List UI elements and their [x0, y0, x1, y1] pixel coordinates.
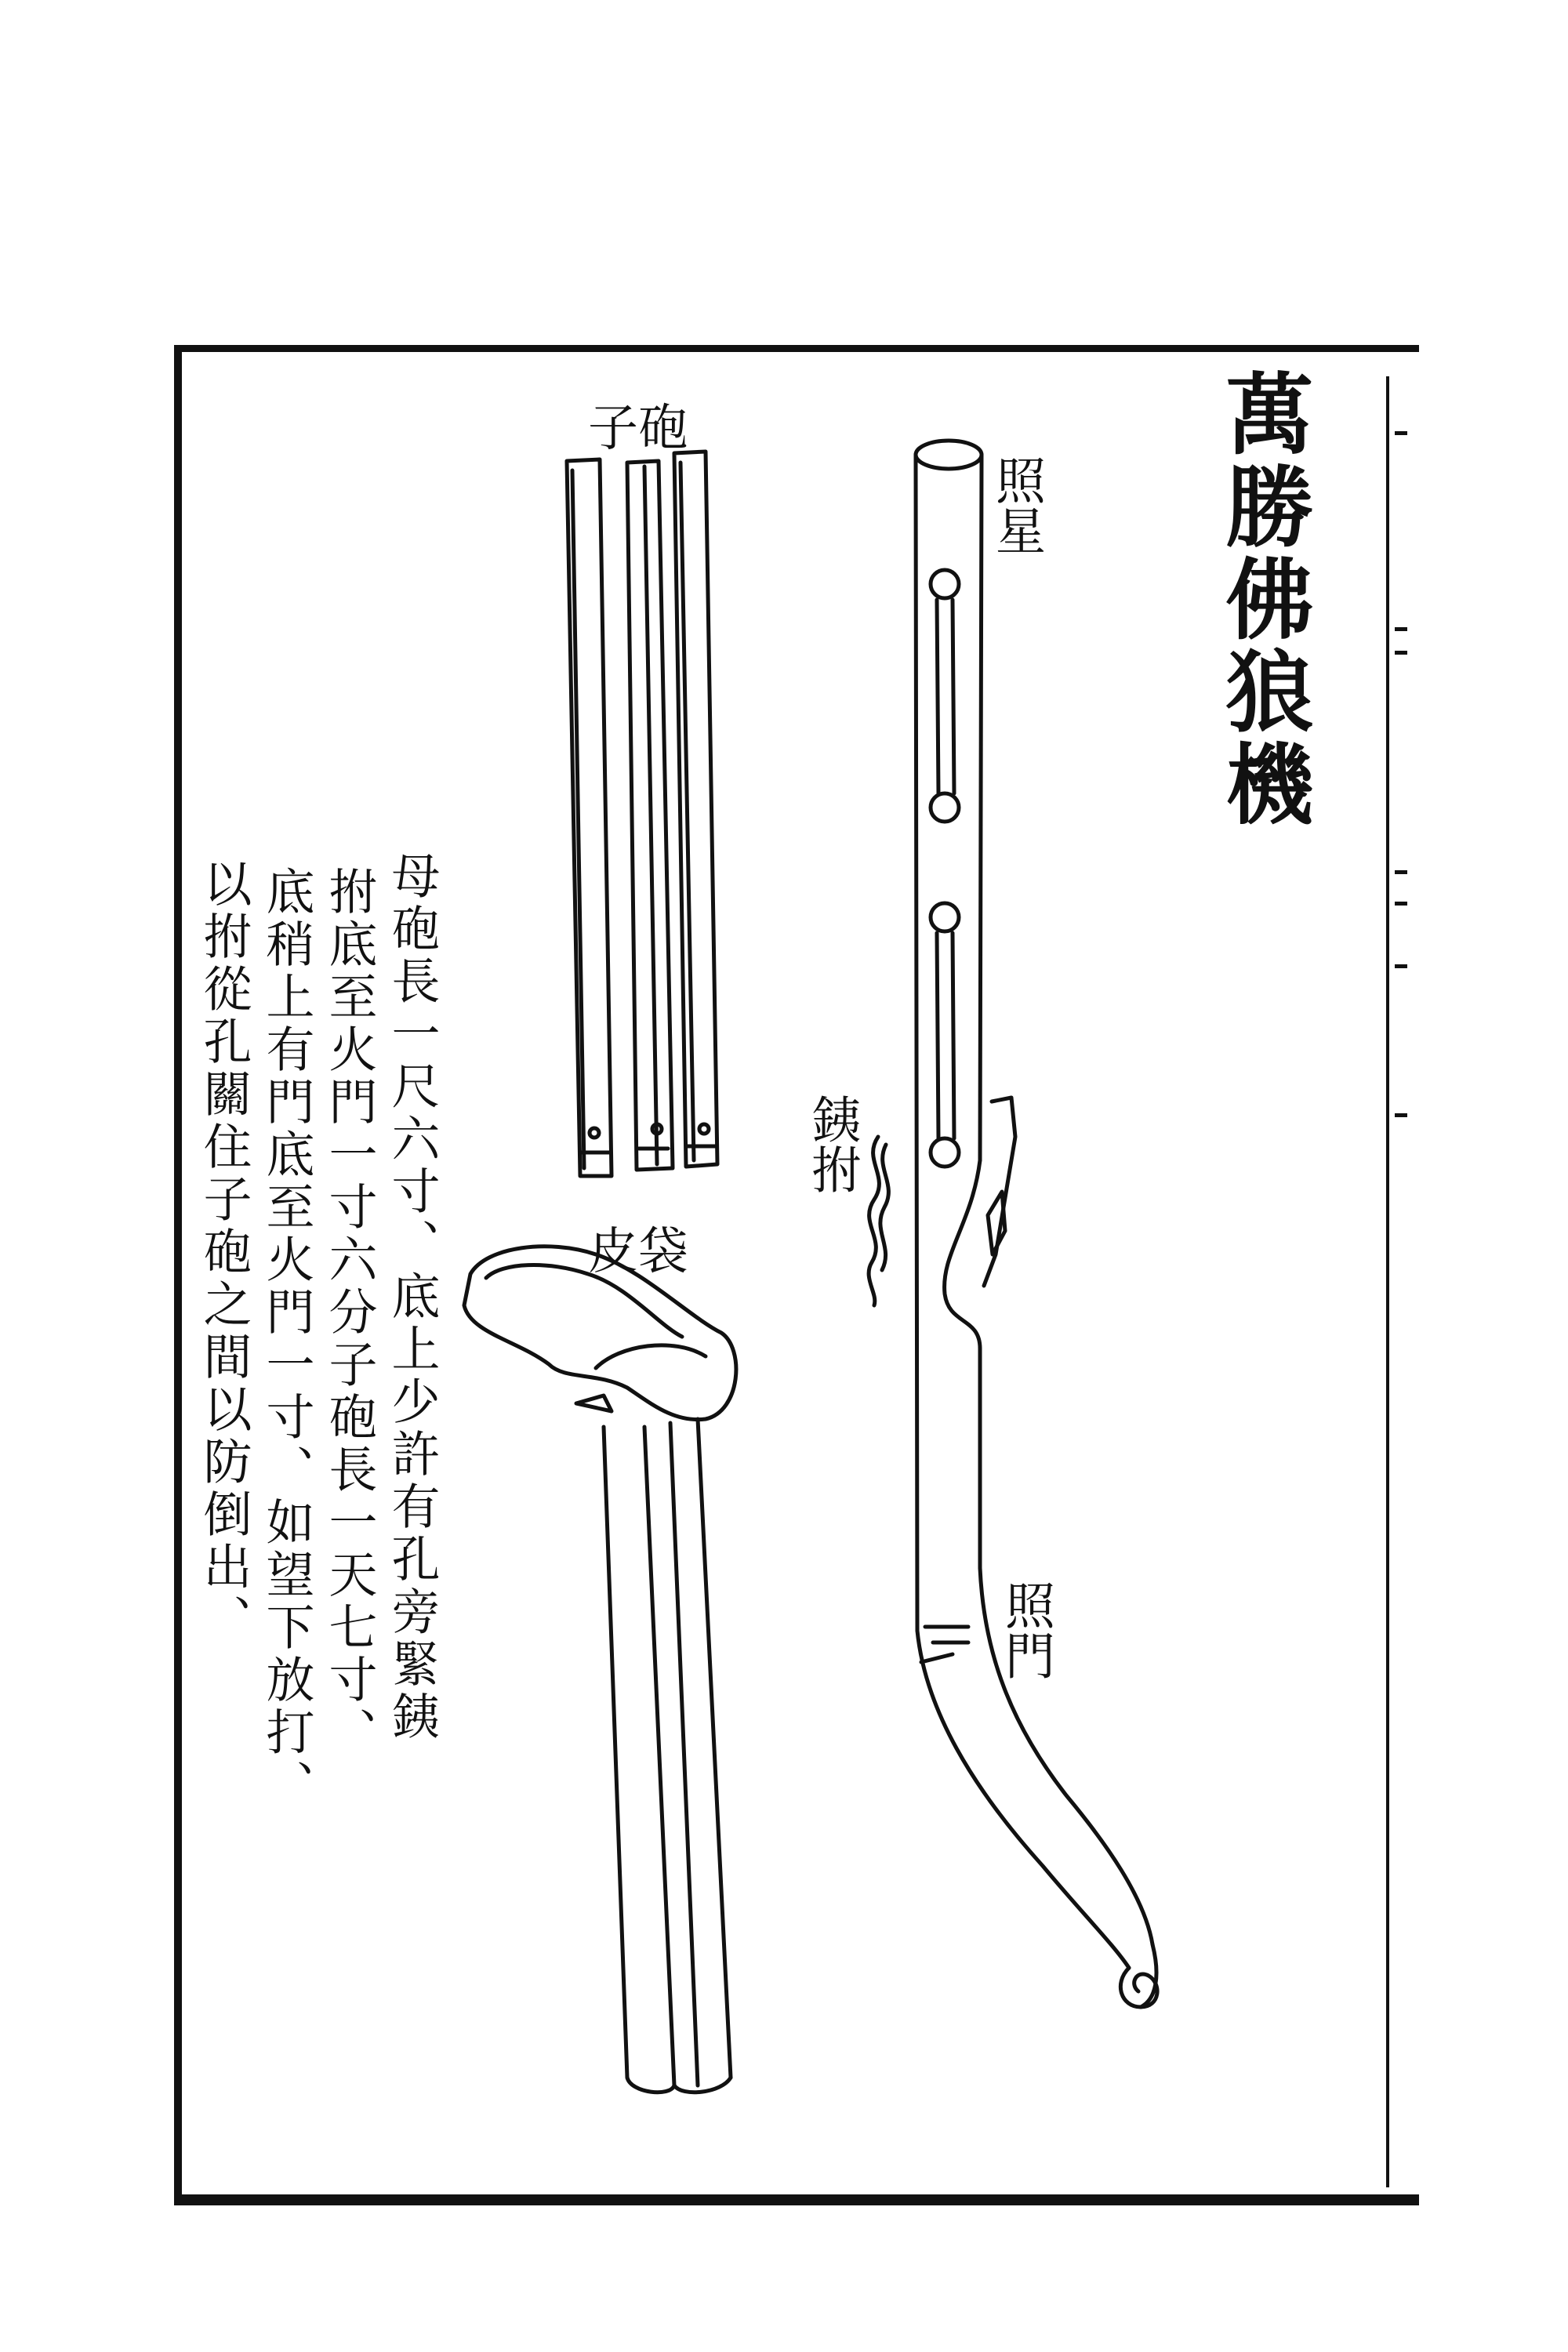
note-column-1: 母砲長一尺六寸、底上少許有孔旁緊銕: [383, 851, 441, 1744]
label-zhaoxing: 照星: [987, 455, 1045, 555]
main-gun-barrel: [869, 441, 1157, 2007]
label-xiaozhi: 銕拊: [803, 1094, 861, 1194]
note-column-4: 以拊從孔關住子砲之間以防倒出、: [195, 858, 252, 1646]
label-zhaomen: 照門: [996, 1580, 1054, 1680]
page-title: 萬勝佛狼機: [1211, 368, 1314, 831]
note-column-2: 拊底至火門一寸六分子砲長一天七寸、: [321, 866, 378, 1759]
label-zipao: 子砲: [588, 400, 688, 458]
label-pidai: 皮袋: [588, 1223, 688, 1281]
note-column-3: 底稍上有門底至火門一寸、如望下放打、: [258, 866, 315, 1812]
sub-cannon-tubes: [567, 452, 717, 1176]
leather-pouch: [464, 1247, 736, 2092]
